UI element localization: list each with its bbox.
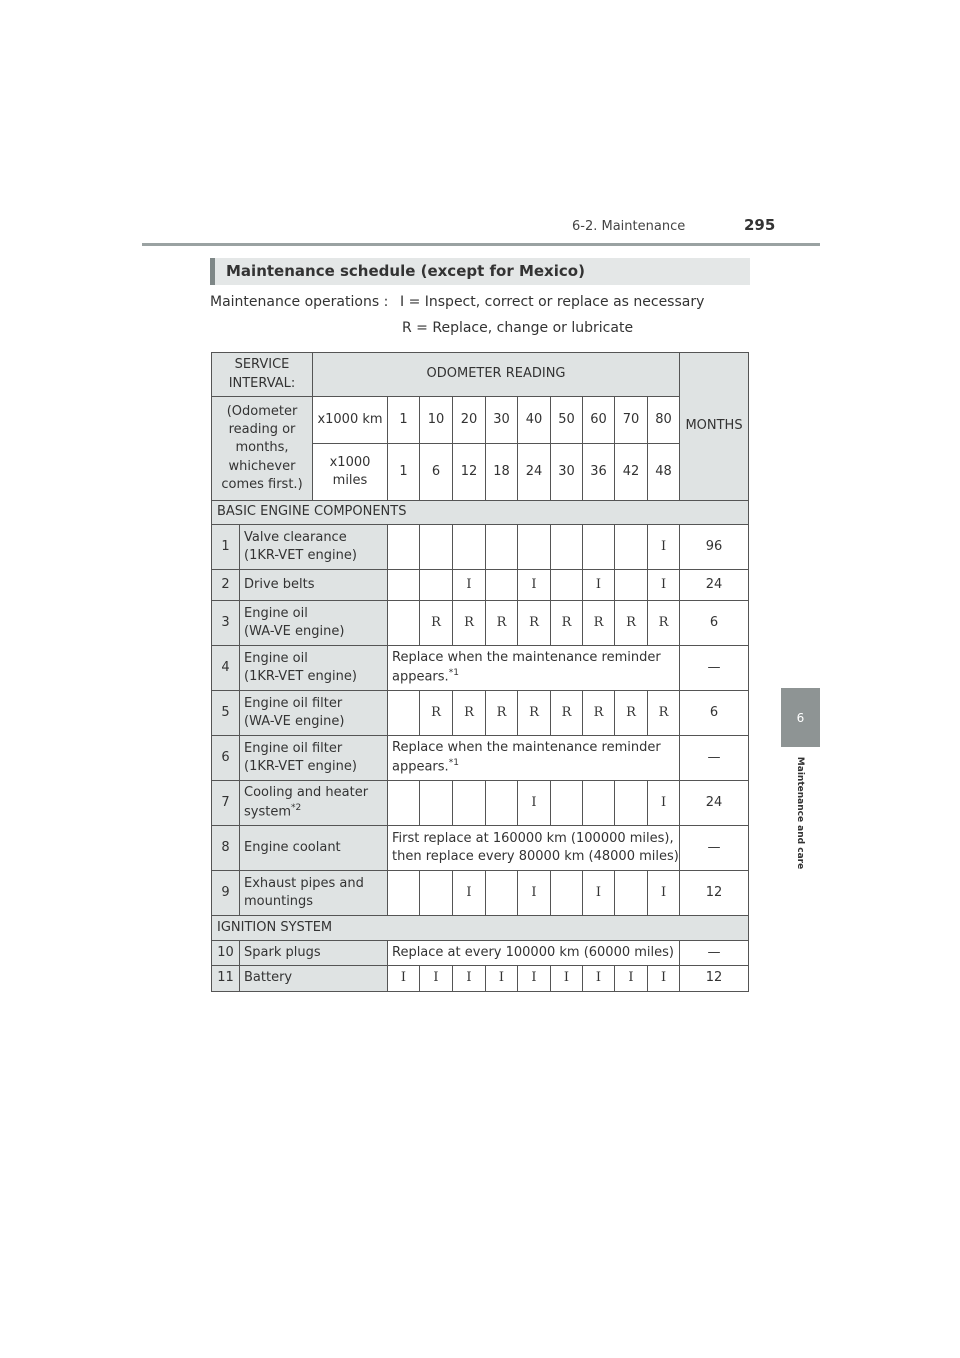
- row-item: [240, 966, 388, 992]
- row-item: [240, 781, 388, 826]
- row-item-line2: mountings: [244, 894, 314, 909]
- service-mark: I: [453, 570, 486, 601]
- service-mark: [551, 871, 583, 916]
- interval-note: (Odometer reading or months, whichever comes first.): [212, 397, 313, 501]
- footnote-mark: *2: [291, 803, 302, 814]
- row-item-line2: (1KR-VET engine): [244, 759, 357, 774]
- mile-value: 24: [518, 444, 551, 501]
- months-header: MONTHS: [680, 353, 749, 501]
- row-note-line2: appears.: [392, 669, 449, 685]
- row-item-line1: Engine oil filter: [244, 740, 343, 756]
- row-months: 6: [680, 691, 749, 736]
- row-number: 2: [212, 570, 240, 601]
- service-mark: [453, 525, 486, 570]
- service-mark: R: [615, 601, 648, 646]
- service-mark: [551, 781, 583, 826]
- row-number: 1: [212, 525, 240, 570]
- row-item-line1: Exhaust pipes and: [244, 875, 364, 891]
- mile-value: 12: [453, 444, 486, 501]
- service-mark: [388, 781, 420, 826]
- row-item: [240, 736, 388, 781]
- service-mark: I: [648, 570, 680, 601]
- page-number: 295: [744, 216, 776, 234]
- table-row: [212, 781, 749, 826]
- row-number: 5: [212, 691, 240, 736]
- service-mark: R: [615, 691, 648, 736]
- service-mark: I: [388, 966, 420, 992]
- service-mark: [615, 781, 648, 826]
- service-mark: R: [648, 691, 680, 736]
- km-value: 80: [648, 397, 680, 444]
- row-note-line1: Replace when the maintenance reminder: [392, 650, 661, 666]
- category-basic-engine: BASIC ENGINE COMPONENTS: [212, 501, 749, 525]
- row-item-line2: system: [244, 804, 291, 820]
- row-item-line1: Valve clearance: [244, 529, 347, 545]
- mile-value: 30: [551, 444, 583, 501]
- row-number: 4: [212, 646, 240, 691]
- legend-replace: R = Replace, change or lubricate: [402, 320, 634, 336]
- miles-unit-label: x1000 miles: [313, 444, 388, 501]
- row-item-line1: Engine coolant: [244, 839, 341, 855]
- service-mark: R: [583, 601, 615, 646]
- mile-value: 42: [615, 444, 648, 501]
- table-row: [212, 871, 749, 916]
- mile-value: 18: [486, 444, 518, 501]
- service-mark: R: [583, 691, 615, 736]
- mile-value: 48: [648, 444, 680, 501]
- row-months: 12: [680, 871, 749, 916]
- row-item-line2: (1KR-VET engine): [244, 669, 357, 684]
- service-interval-header: SERVICE INTERVAL:: [212, 353, 313, 397]
- service-mark: I: [453, 871, 486, 916]
- row-number: 9: [212, 871, 240, 916]
- table-row: [212, 646, 749, 691]
- row-item: [240, 826, 388, 871]
- row-item-line1: Drive belts: [244, 576, 315, 592]
- km-value: 10: [420, 397, 453, 444]
- service-mark: I: [420, 966, 453, 992]
- service-mark: I: [648, 871, 680, 916]
- service-mark: I: [551, 966, 583, 992]
- km-value: 40: [518, 397, 551, 444]
- running-header-section: 6-2. Maintenance: [572, 219, 686, 234]
- service-mark: [486, 525, 518, 570]
- row-months: 24: [680, 781, 749, 826]
- row-note: [388, 941, 680, 966]
- service-mark: [486, 570, 518, 601]
- chapter-title-vertical: [780, 757, 820, 868]
- service-mark: [420, 525, 453, 570]
- service-mark: [420, 781, 453, 826]
- service-mark: I: [518, 966, 551, 992]
- service-mark: [551, 570, 583, 601]
- service-mark: R: [420, 691, 453, 736]
- service-mark: I: [518, 781, 551, 826]
- row-months: —: [680, 826, 749, 871]
- row-item-line1: Battery: [244, 970, 293, 986]
- table-row: [212, 826, 749, 871]
- service-mark: [615, 570, 648, 601]
- row-item: [240, 525, 388, 570]
- footnote-mark: *1: [448, 758, 459, 769]
- service-mark: [583, 525, 615, 570]
- table-row: [212, 966, 749, 992]
- row-item-line1: Spark plugs: [244, 944, 321, 960]
- table-row: [212, 601, 749, 646]
- km-value: 20: [453, 397, 486, 444]
- service-mark: R: [486, 601, 518, 646]
- header-divider: [142, 243, 820, 246]
- service-mark: [551, 525, 583, 570]
- row-item-line1: Engine oil: [244, 605, 308, 621]
- row-item-line1: Engine oil filter: [244, 695, 343, 711]
- service-mark: [388, 691, 420, 736]
- service-mark: I: [648, 966, 680, 992]
- service-mark: [388, 601, 420, 646]
- row-item: [240, 646, 388, 691]
- row-months: —: [680, 736, 749, 781]
- row-item-line1: Cooling and heater: [244, 785, 369, 801]
- service-mark: I: [583, 871, 615, 916]
- legend-inspect: I = Inspect, correct or replace as necessary: [400, 294, 705, 310]
- row-months: —: [680, 646, 749, 691]
- service-mark: R: [453, 601, 486, 646]
- row-number: 6: [212, 736, 240, 781]
- service-mark: I: [518, 570, 551, 601]
- row-note-line1: Replace when the maintenance reminder: [392, 740, 661, 756]
- row-note-line2: then replace every 80000 km (48000 miles): [392, 849, 679, 864]
- maintenance-schedule-table: [211, 352, 749, 992]
- mile-value: 36: [583, 444, 615, 501]
- chapter-title-text: Maintenance and care: [795, 756, 805, 869]
- table-row: [212, 691, 749, 736]
- service-mark: I: [615, 966, 648, 992]
- service-mark: I: [583, 966, 615, 992]
- service-mark: R: [420, 601, 453, 646]
- service-mark: [583, 781, 615, 826]
- service-mark: I: [518, 871, 551, 916]
- service-mark: [420, 871, 453, 916]
- odometer-reading-header: ODOMETER READING: [313, 353, 680, 397]
- row-months: 24: [680, 570, 749, 601]
- row-item: [240, 691, 388, 736]
- legend-label: Maintenance operations :: [210, 294, 389, 310]
- mile-value: 1: [388, 444, 420, 501]
- service-mark: R: [518, 691, 551, 736]
- row-note-line1: Replace at every 100000 km (60000 miles): [392, 944, 674, 960]
- row-note-line1: First replace at 160000 km (100000 miles),: [392, 830, 674, 846]
- service-mark: R: [551, 601, 583, 646]
- row-item-line2: (1KR-VET engine): [244, 548, 357, 563]
- service-mark: [615, 871, 648, 916]
- service-mark: R: [518, 601, 551, 646]
- km-value: 70: [615, 397, 648, 444]
- table-row: [212, 941, 749, 966]
- mile-value: 6: [420, 444, 453, 501]
- service-mark: I: [648, 525, 680, 570]
- service-mark: [388, 871, 420, 916]
- service-mark: R: [551, 691, 583, 736]
- row-months: 96: [680, 525, 749, 570]
- row-item: [240, 570, 388, 601]
- row-number: 7: [212, 781, 240, 826]
- km-value: 60: [583, 397, 615, 444]
- service-mark: R: [453, 691, 486, 736]
- service-mark: [486, 871, 518, 916]
- km-value: 1: [388, 397, 420, 444]
- table-row: [212, 525, 749, 570]
- service-mark: I: [453, 966, 486, 992]
- row-number: 10: [212, 941, 240, 966]
- km-unit-label: x1000 km: [313, 397, 388, 444]
- table-row: [212, 570, 749, 601]
- section-title: Maintenance schedule (except for Mexico): [210, 258, 750, 285]
- service-mark: [388, 525, 420, 570]
- service-mark: I: [486, 966, 518, 992]
- service-mark: [453, 781, 486, 826]
- row-note: [388, 736, 680, 781]
- row-number: 3: [212, 601, 240, 646]
- row-months: 12: [680, 966, 749, 992]
- row-note-line2: appears.: [392, 759, 449, 775]
- service-mark: R: [486, 691, 518, 736]
- row-months: —: [680, 941, 749, 966]
- service-mark: R: [648, 601, 680, 646]
- row-item: [240, 601, 388, 646]
- row-number: 11: [212, 966, 240, 992]
- row-number: 8: [212, 826, 240, 871]
- km-value: 30: [486, 397, 518, 444]
- row-note: [388, 646, 680, 691]
- row-item-line2: (WA-VE engine): [244, 624, 345, 639]
- row-months: 6: [680, 601, 749, 646]
- service-mark: I: [583, 570, 615, 601]
- service-mark: [420, 570, 453, 601]
- service-mark: [388, 570, 420, 601]
- service-mark: I: [648, 781, 680, 826]
- chapter-tab: 6: [781, 688, 820, 747]
- row-item: [240, 871, 388, 916]
- service-mark: [615, 525, 648, 570]
- row-note: [388, 826, 680, 871]
- table-row: [212, 736, 749, 781]
- service-mark: [486, 781, 518, 826]
- category-ignition-system: IGNITION SYSTEM: [212, 916, 749, 941]
- row-item-line1: Engine oil: [244, 650, 308, 666]
- service-mark: [518, 525, 551, 570]
- row-item-line2: (WA-VE engine): [244, 714, 345, 729]
- km-value: 50: [551, 397, 583, 444]
- row-item: [240, 941, 388, 966]
- footnote-mark: *1: [448, 668, 459, 679]
